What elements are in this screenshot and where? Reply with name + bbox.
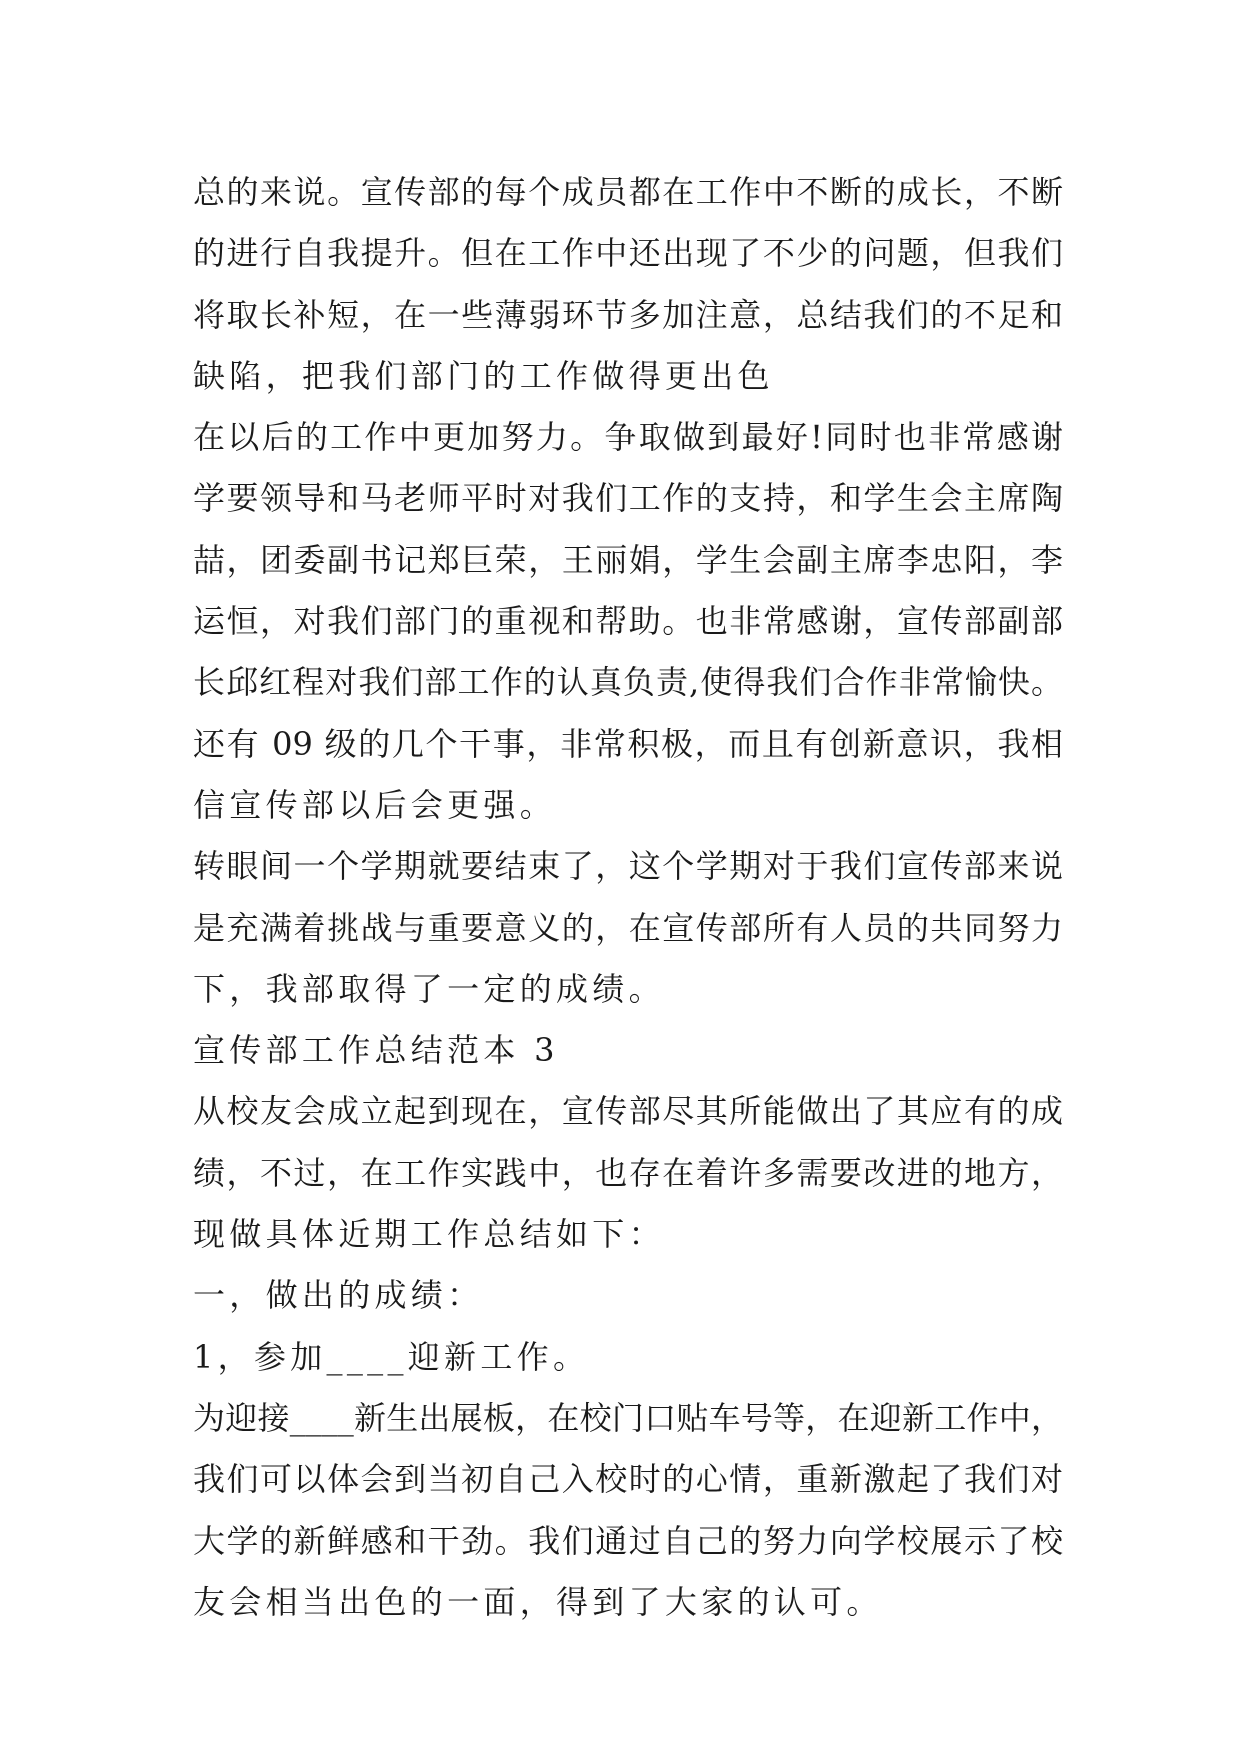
text-line: 绩，不过，在工作实践中，也存在着许多需要改进的地方，: [193, 1153, 1063, 1192]
text-line: 下，我部取得了一定的成绩。: [193, 969, 665, 1008]
text-line: 长邱红程对我们部工作的认真负责,使得我们合作非常愉快。: [193, 663, 1063, 702]
text-line: 喆，团委副书记郑巨荣，王丽娟，学生会副主席李忠阳，李: [193, 540, 1063, 579]
text-line: 现做具体近期工作总结如下：: [193, 1215, 665, 1254]
text-line: 总的来说。宣传部的每个成员都在工作中不断的成长，不断: [193, 173, 1063, 211]
text-line: 友会相当出色的一面，得到了大家的认可。: [193, 1582, 883, 1621]
text-line: 大学的新鲜感和干劲。我们通过自己的努力向学校展示了校: [193, 1521, 1063, 1560]
text-line: 信宣传部以后会更强。: [193, 785, 557, 824]
section-heading: 宣传部工作总结范本 3: [193, 1031, 559, 1070]
text-line: 是充满着挑战与重要意义的，在宣传部所有人员的共同努力: [193, 908, 1063, 947]
text-line: 为迎接____新生出展板，在校门口贴车号等，在迎新工作中，: [193, 1398, 1063, 1437]
text-line: 运恒，对我们部门的重视和帮助。也非常感谢，宣传部副部: [193, 602, 1063, 641]
text-line: 在以后的工作中更加努力。争取做到最好!同时也非常感谢: [193, 418, 1063, 457]
list-item: 1，参加____迎新工作。: [193, 1337, 590, 1376]
text-line: 还有 09 级的几个干事，非常积极，而且有创新意识，我相: [193, 724, 1063, 763]
text-line: 缺陷，把我们部门的工作做得更出色: [193, 356, 774, 395]
text-line: 学要领导和马老师平时对我们工作的支持，和学生会主席陶: [193, 479, 1063, 518]
text-line: 将取长补短，在一些薄弱环节多加注意，总结我们的不足和: [193, 295, 1063, 334]
text-line: 从校友会成立起到现在，宣传部尽其所能做出了其应有的成: [193, 1092, 1063, 1131]
text-line: 我们可以体会到当初自己入校时的心情，重新激起了我们对: [193, 1460, 1063, 1499]
document-body: [193, 162, 1063, 1633]
text-line: 转眼间一个学期就要结束了，这个学期对于我们宣传部来说: [193, 847, 1063, 886]
text-line: 的进行自我提升。但在工作中还出现了不少的问题，但我们: [193, 234, 1063, 273]
list-heading: 一，做出的成绩：: [193, 1276, 484, 1315]
